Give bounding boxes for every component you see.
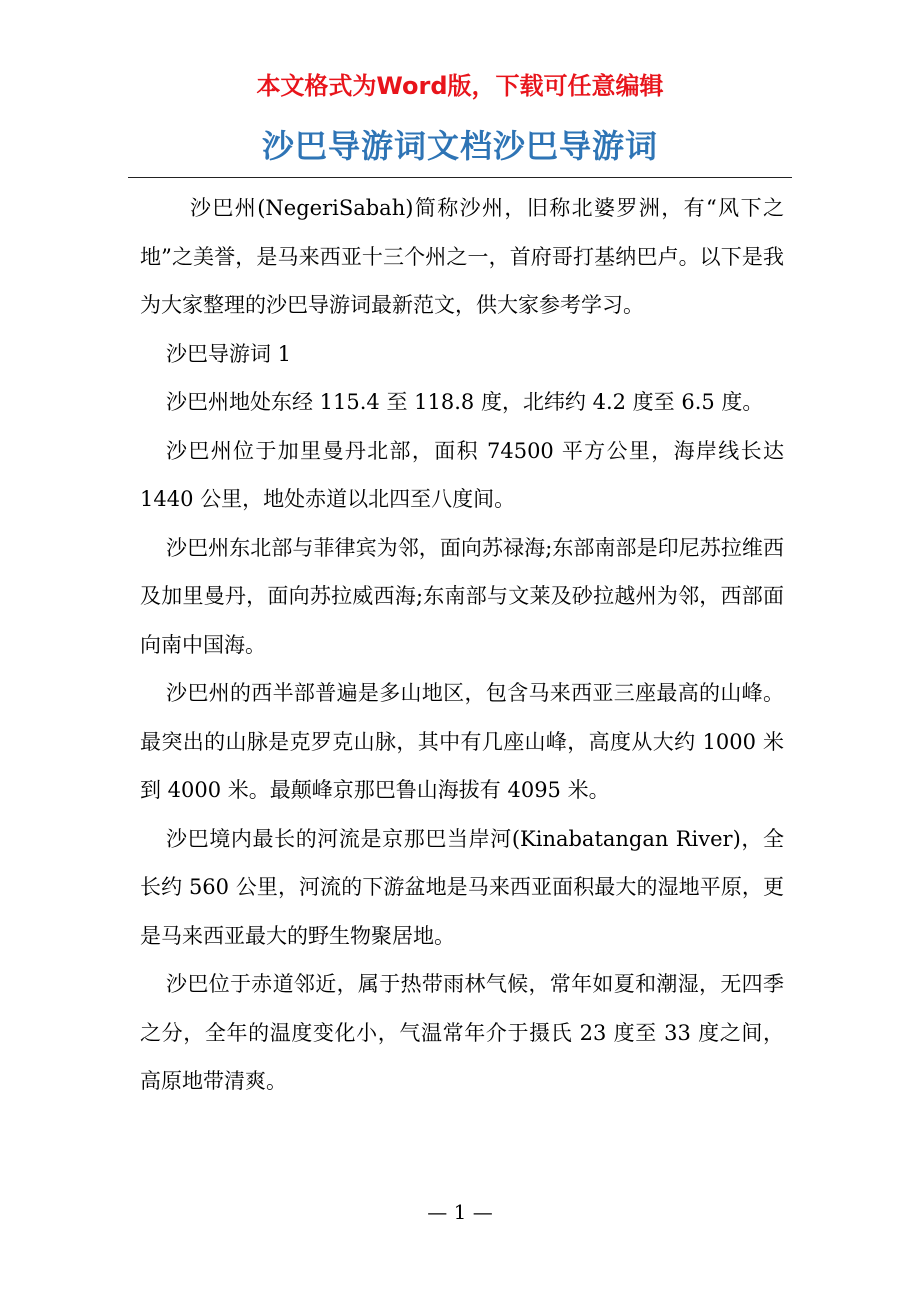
format-notice-banner: 本文格式为Word版，下载可任意编辑 xyxy=(256,72,664,100)
body-paragraph: 沙巴州的西半部普遍是多山地区，包含马来西亚三座最高的山峰。最突出的山脉是克罗克山脉，其中有几座山峰，高度从大约 1000 米到 4000 米。最颠峰京那巴鲁山海拔有 4095 米。 xyxy=(140,681,784,802)
intro-paragraph: 沙巴州(NegeriSabah)简称沙州，旧称北婆罗洲，有“风下之地”之美誉，是马来西亚十三个州之一，首府哥打基纳巴卢。以下是我为大家整理的沙巴导游词最新范文，供大家参考学习。 xyxy=(140,196,784,317)
page-number: — 1 — xyxy=(427,1200,493,1224)
document-title: 沙巴导游词文档沙巴导游词 xyxy=(261,127,658,165)
body-paragraph: 沙巴州东北部与菲律宾为邻，面向苏禄海;东部南部是印尼苏拉维西及加里曼丹，面向苏拉威西海;东南部与文莱及砂拉越州为邻，西部面向南中国海。 xyxy=(140,535,784,657)
section-heading: 沙巴导游词 1 xyxy=(166,341,292,366)
body-paragraph: 沙巴位于赤道邻近，属于热带雨林气候，常年如夏和潮湿，无四季之分，全年的温度变化小，气温常年介于摄氏 23 度至 33 度之间，高原地带清爽。 xyxy=(140,972,784,1093)
title-divider xyxy=(128,177,792,178)
body-paragraph: 沙巴州地处东经 115.4 至 118.8 度，北纬约 4.2 度至 6.5 度。 xyxy=(166,390,764,414)
body-paragraph: 沙巴境内最长的河流是京那巴当岸河(Kinabatangan River)，全长约 560 公里，河流的下游盆地是马来西亚面积最大的湿地平原，更是马来西亚最大的野生物聚居地。 xyxy=(140,826,784,948)
body-paragraph: 沙巴州位于加里曼丹北部，面积 74500 平方公里，海岸线长达 1440 公里，地处赤道以北四至八度间。 xyxy=(140,438,784,511)
document-body xyxy=(140,184,784,1106)
